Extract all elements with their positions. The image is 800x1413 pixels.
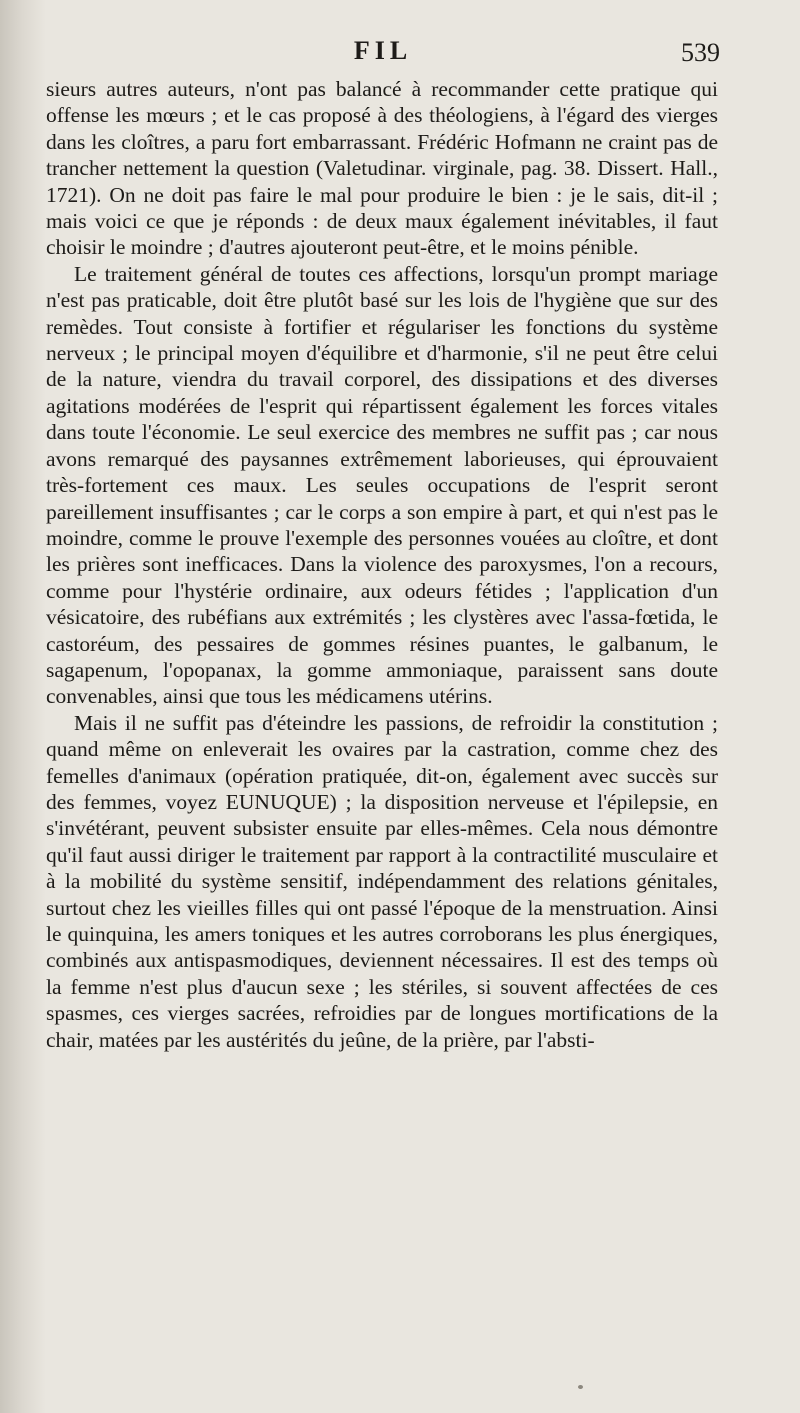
paragraph-continuation: sieurs autres auteurs, n'ont pas balancé à recommander cette pratique qui offense les mœurs ; et le cas proposé à des théologiens, à l'égard des vierges dans les cloîtres, a paru fort embarrassant. Frédéric Hofmann ne craint pas de trancher nettement la question (Valetudinar. virginale, pag. 38. Dissert. Hall., 1721). On ne doit pas faire le mal pour produire le bien : je le sais, dit-il ; mais voici ce que je réponds : de deux maux également inévitables, il faut choisir le moindre ; d'autres ajouteront peut-être, et le moins pénible. bbox=[46, 77, 718, 260]
page-gutter-shadow bbox=[0, 0, 46, 1413]
running-head: FIL bbox=[353, 36, 413, 65]
page-header bbox=[46, 36, 720, 70]
paragraph-passions: Mais il ne suffit pas d'éteindre les passions, de refroidir la constitution ; quand même on enleverait les ovaires par la castration, comme chez des femelles d'animaux (opération pratiquée, dit-on, également avec succès sur des femmes, voyez EUNUQUE) ; la disposition nerveuse et l'épilepsie, en s'invétérant, peuvent subsister ensuite par elles-mêmes. Cela nous démontre qu'il faut aussi diriger le traitement par rapport à la contractilité musculaire et à la mobilité du système sensitif, indépendamment des relations génitales, surtout chez les vieilles filles qui ont passé l'époque de la menstruation. Ainsi le quinquina, les amers toniques et les autres corroborans les plus énergiques, combinés aux antispasmodiques, deviennent nécessaires. Il est des temps où la femme n'est plus d'aucun sexe ; les stériles, si souvent affectées de ces spasmes, ces vierges sacrées, refroidies par de longues mortifications de la chair, matées par les austérités du jeûne, de la prière, par l'absti- bbox=[46, 710, 718, 1052]
paper-speck bbox=[578, 1385, 583, 1389]
page-number: 539 bbox=[681, 38, 720, 67]
body-text bbox=[46, 76, 718, 1053]
paragraph-treatment: Le traitement général de toutes ces affections, lorsqu'un prompt mariage n'est pas praticable, doit être plutôt basé sur les lois de l'hygiène que sur des remèdes. Tout consiste à fortifier et régulariser les fonctions du système nerveux ; le principal moyen d'équilibre et d'harmonie, s'il ne peut être celui de la nature, viendra du travail corporel, des dissipations et des diverses agitations modérées de l'esprit qui répartissent également les forces vitales dans toute l'économie. Le seul exercice des membres ne suffit pas ; car nous avons remarqué des paysannes extrêmement laborieuses, qui éprouvaient très-fortement ces maux. Les seules occupations de l'esprit seront pareillement insuffisantes ; car le corps a son empire à part, et qui n'est pas le moindre, comme le prouve l'exemple des personnes vouées au cloître, et dont les prières sont inefficaces. Dans la violence des paroxysmes, l'on a recours, comme pour l'hystérie ordinaire, aux odeurs fétides ; l'application d'un vésicatoire, des rubéfians aux extrémités ; les clystères avec l'assa-fœtida, le castoréum, des pessaires de gommes résines puantes, le galbanum, le sagapenum, l'opopanax, la gomme ammoniaque, paraissent sans doute convenables, ainsi que tous les médicamens utérins. bbox=[46, 261, 718, 709]
